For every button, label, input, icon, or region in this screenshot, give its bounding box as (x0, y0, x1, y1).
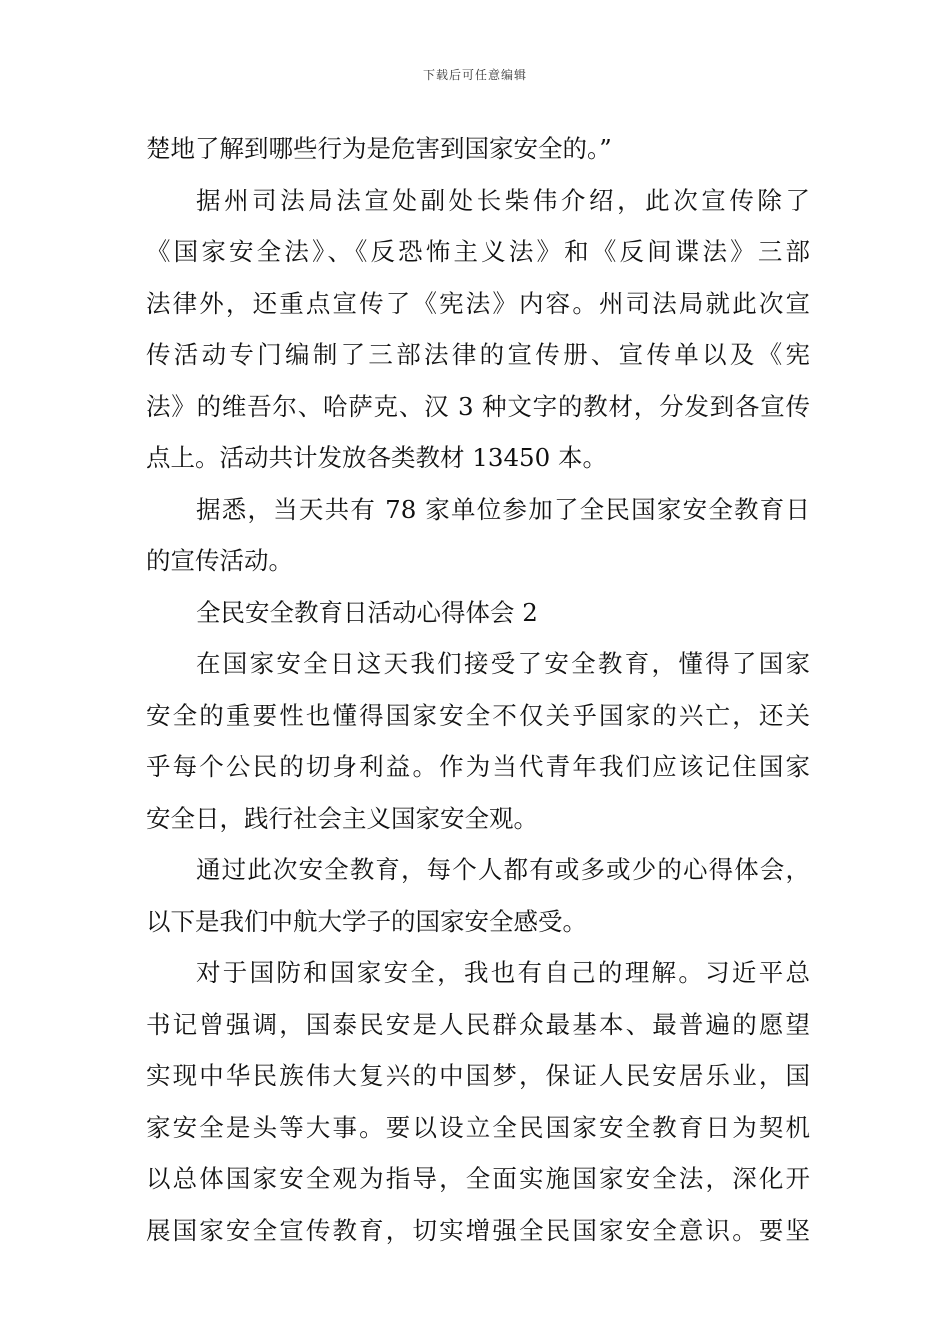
text-line: 传活动专门编制了三部法律的宣传册、宣传单以及《宪 (146, 340, 810, 369)
text-line: 实现中华民族伟大复兴的中国梦，保证人民安居乐业，国 (146, 1061, 810, 1090)
text-line: 的宣传活动。 (146, 546, 293, 575)
text-line: 《国家安全法》、《反恐怖主义法》和《反间谍法》三部 (146, 237, 810, 266)
section-heading: 全民安全教育日活动心得体会 2 (196, 597, 538, 627)
text-line: 家安全是头等大事。要以设立全民国家安全教育日为契机 (146, 1112, 810, 1142)
header-note: 下载后可任意编辑 (422, 68, 527, 82)
text-line: 据州司法局法宣处副处长柴伟介绍，此次宣传除了 (196, 185, 810, 215)
text-line: 对于国防和国家安全，我也有自己的理解。习近平总 (196, 958, 810, 987)
text-line: 以下是我们中航大学子的国家安全感受。 (146, 906, 587, 936)
text-line: 展国家安全宣传教育，切实增强全民国家安全意识。要坚 (146, 1215, 810, 1245)
text-line: 据悉，当天共有 78 家单位参加了全民国家安全教育日 (196, 494, 810, 524)
document-body (146, 123, 810, 1256)
text-line: 法》的维吾尔、哈萨克、汉 3 种文字的教材，分发到各宣传 (146, 391, 810, 421)
text-line: 点上。活动共计发放各类教材 13450 本。 (146, 443, 608, 472)
text-line: 书记曾强调，国泰民安是人民群众最基本、最普遍的愿望 (146, 1009, 810, 1039)
text-line: 安全的重要性也懂得国家安全不仅关乎国家的兴亡，还关 (146, 700, 810, 730)
text-line: 楚地了解到哪些行为是危害到国家安全的。” (146, 134, 612, 163)
text-line: 法律外，还重点宣传了《宪法》内容。州司法局就此次宣 (146, 288, 810, 318)
text-line: 在国家安全日这天我们接受了安全教育，懂得了国家 (196, 649, 810, 678)
text-line: 通过此次安全教育，每个人都有或多或少的心得体会， (196, 855, 810, 884)
text-line: 乎每个公民的切身利益。作为当代青年我们应该记住国家 (146, 752, 810, 781)
text-line: 安全日，践行社会主义国家安全观。 (146, 803, 538, 833)
text-line: 以总体国家安全观为指导，全面实施国家安全法，深化开 (146, 1164, 810, 1193)
